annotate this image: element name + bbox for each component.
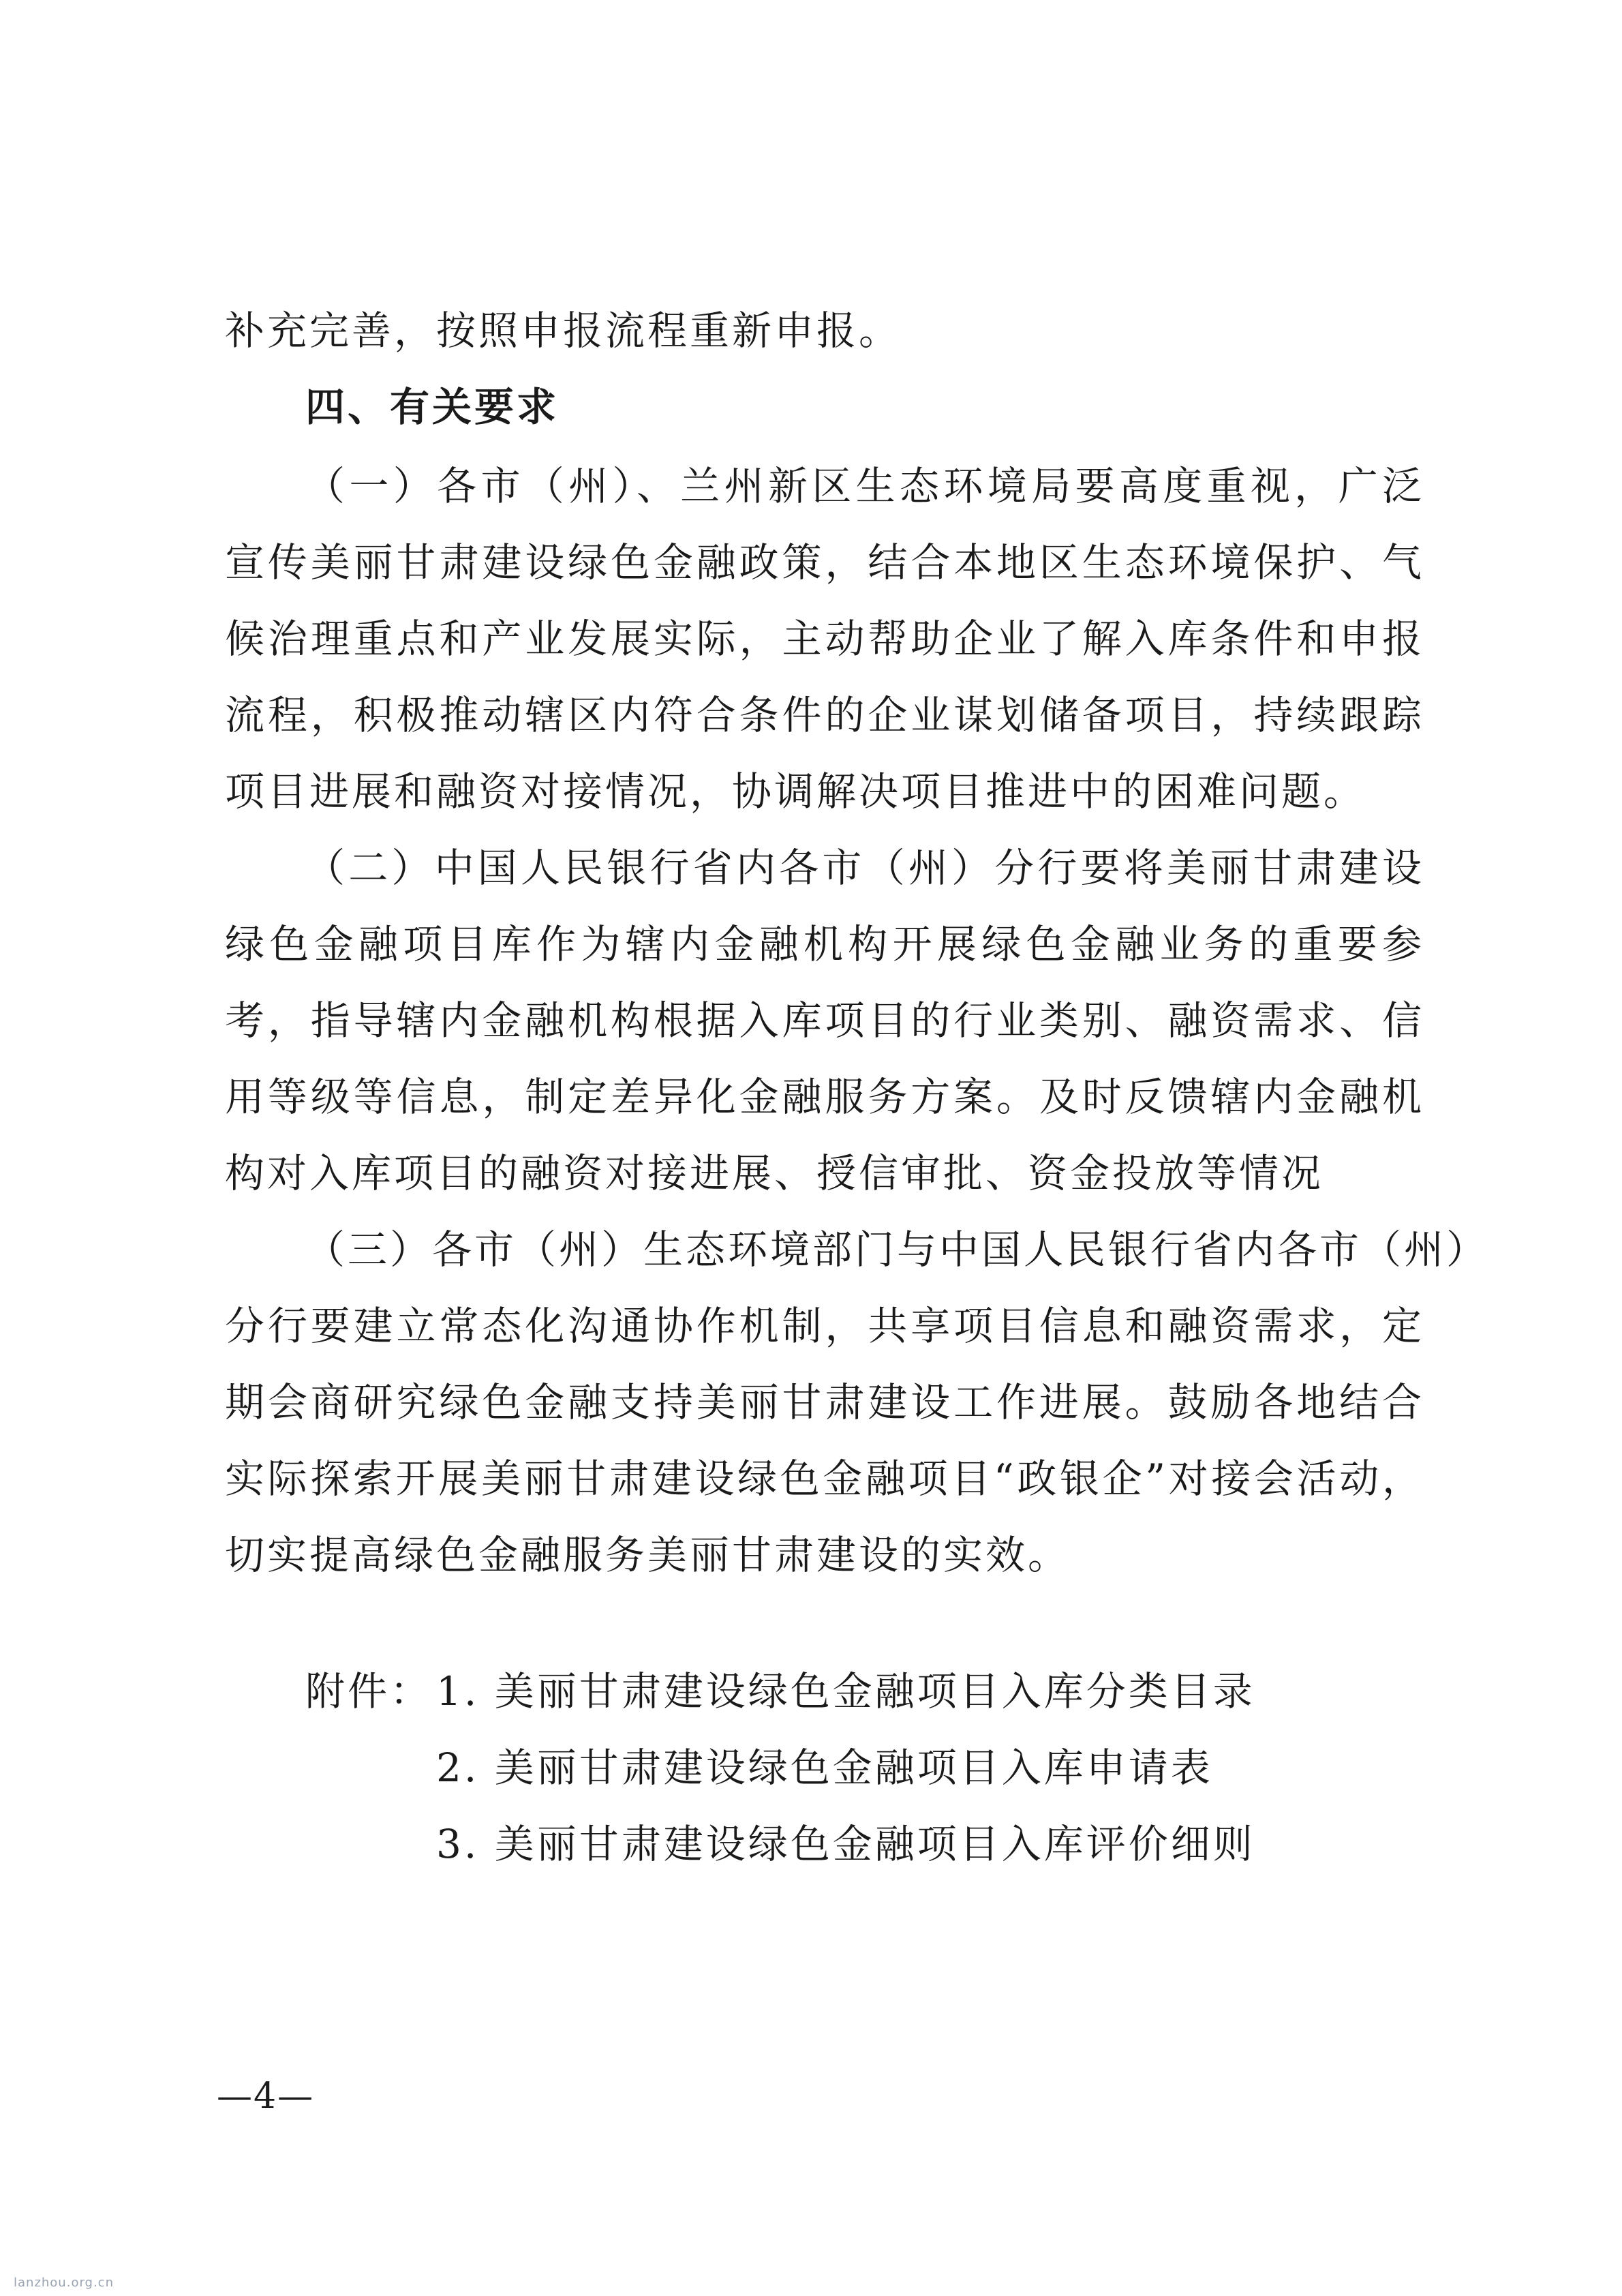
paragraph-line: 绿色金融项目库作为辖内金融机构开展绿色金融业务的重要参: [225, 921, 1424, 967]
paragraph-line: 流程，积极推动辖区内符合条件的企业谋划储备项目，持续跟踪: [225, 692, 1424, 738]
attachments-label: 附件：: [305, 1668, 433, 1715]
attachment-item: 2. 美丽甘肃建设绿色金融项目入库申请表: [436, 1744, 1213, 1791]
paragraph-line: 构对入库项目的融资对接进展、授信审批、资金投放等情况: [225, 1150, 1324, 1196]
paragraph-line: 分行要建立常态化沟通协作机制，共享项目信息和融资需求，定: [225, 1303, 1424, 1349]
paragraph-line: 项目进展和融资对接情况，协调解决项目推进中的困难问题。: [225, 768, 1366, 815]
paragraph-line: 实际探索开展美丽甘肃建设绿色金融项目“政银企”对接会活动，: [225, 1455, 1424, 1502]
paragraph-line: 宣传美丽甘肃建设绿色金融政策，结合本地区生态环境保护、气: [225, 539, 1424, 586]
paragraph-line: 候治理重点和产业发展实际，主动帮助企业了解入库条件和申报: [225, 616, 1424, 662]
attachment-item: 3. 美丽甘肃建设绿色金融项目入库评价细则: [436, 1821, 1255, 1867]
attachment-item: 1. 美丽甘肃建设绿色金融项目入库分类目录: [436, 1668, 1255, 1715]
page-number: —4—: [217, 2076, 315, 2117]
paragraph-line: （二）中国人民银行省内各市（州）分行要将美丽甘肃建设: [305, 845, 1424, 891]
paragraph-line: （三）各市（州）生态环境部门与中国人民银行省内各市（州）: [305, 1226, 1489, 1273]
paragraph-line: （一）各市（州）、兰州新区生态环境局要高度重视，广泛: [305, 463, 1424, 509]
section-heading: 四、有关要求: [305, 384, 560, 430]
paragraph-line: 用等级等信息，制定差异化金融服务方案。及时反馈辖内金融机: [225, 1074, 1424, 1120]
paragraph-line: 考，指导辖内金融机构根据入库项目的行业类别、融资需求、信: [225, 997, 1424, 1044]
site-watermark: lanzhou.org.cn: [14, 2276, 114, 2290]
paragraph-continuation: 补充完善，按照申报流程重新申报。: [225, 307, 902, 354]
paragraph-line: 期会商研究绿色金融支持美丽甘肃建设工作进展。鼓励各地结合: [225, 1379, 1424, 1425]
paragraph-line: 切实提高绿色金融服务美丽甘肃建设的实效。: [225, 1532, 1071, 1578]
